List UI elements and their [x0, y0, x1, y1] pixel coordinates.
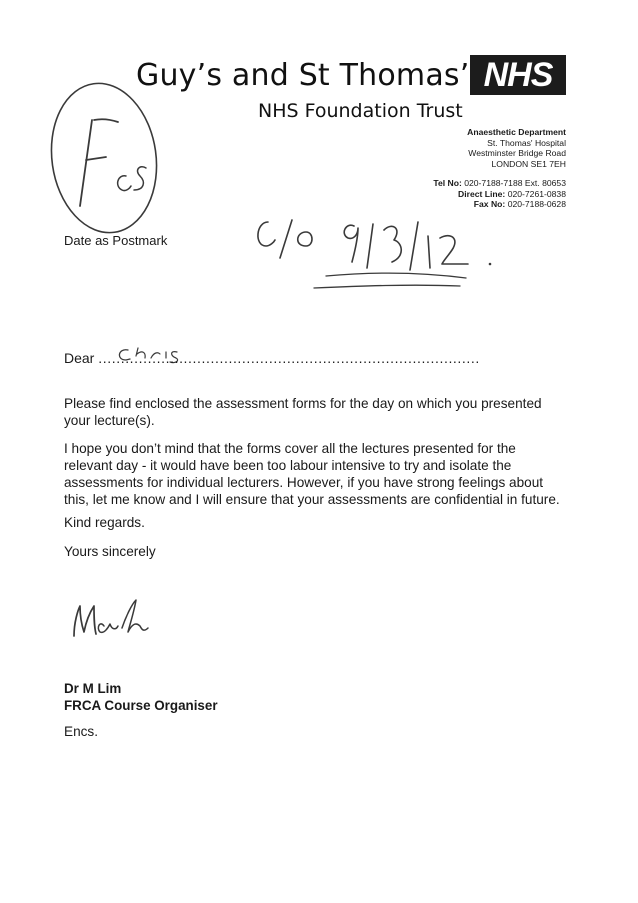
- signer-title: FRCA Course Organiser: [64, 698, 218, 713]
- circled-fcs-note: [42, 76, 166, 239]
- address-line: LONDON SE1 7EH: [491, 158, 566, 169]
- body-paragraph-2: I hope you don’t mind that the forms cover all the lectures presented for the relevant day - it would have been too labour intensive to try and isolate the assessments for individual lecturers. However, if you have strong feelings about this, let me know and I will ensure that your assessments are confidential in future.: [64, 441, 560, 507]
- body-paragraph-1: Please find enclosed the assessment forms for the day on which you presented your lecture(s).: [64, 396, 542, 428]
- department-name: Anaesthetic Department: [467, 127, 566, 137]
- fax-value: 020-7188-0628: [507, 199, 566, 210]
- enclosures-note: Encs.: [64, 724, 98, 739]
- signer-name: Dr M Lim: [64, 681, 122, 696]
- signer-block: [64, 680, 218, 714]
- foundation-trust-subtitle: NHS Foundation Trust: [258, 100, 463, 122]
- direct-value: 020-7261-0838: [507, 188, 566, 199]
- name-dotted-line: .....................................................................................: [98, 350, 480, 366]
- date-note-ink: [258, 220, 491, 288]
- fax-label: Fax No:: [473, 199, 506, 210]
- direct-label: Direct Line:: [458, 188, 506, 199]
- closing-kind-regards: Kind regards.: [64, 515, 145, 530]
- salutation: [64, 350, 480, 366]
- address-line: Westminster Bridge Road: [468, 148, 566, 159]
- tel-value: 020-7188-7188 Ext. 80653: [464, 178, 566, 188]
- tel-label: Tel No:: [433, 178, 462, 188]
- closing-yours-sincerely: Yours sincerely: [64, 544, 156, 559]
- nhs-logo: NHS: [470, 55, 566, 95]
- address-line: St. Thomas' Hospital: [487, 137, 566, 148]
- date-line: Date as Postmark: [64, 233, 168, 248]
- dear-label: Dear: [64, 350, 95, 366]
- signature-ink: [74, 600, 148, 636]
- trust-name: Guy’s and St Thomas’: [136, 58, 470, 93]
